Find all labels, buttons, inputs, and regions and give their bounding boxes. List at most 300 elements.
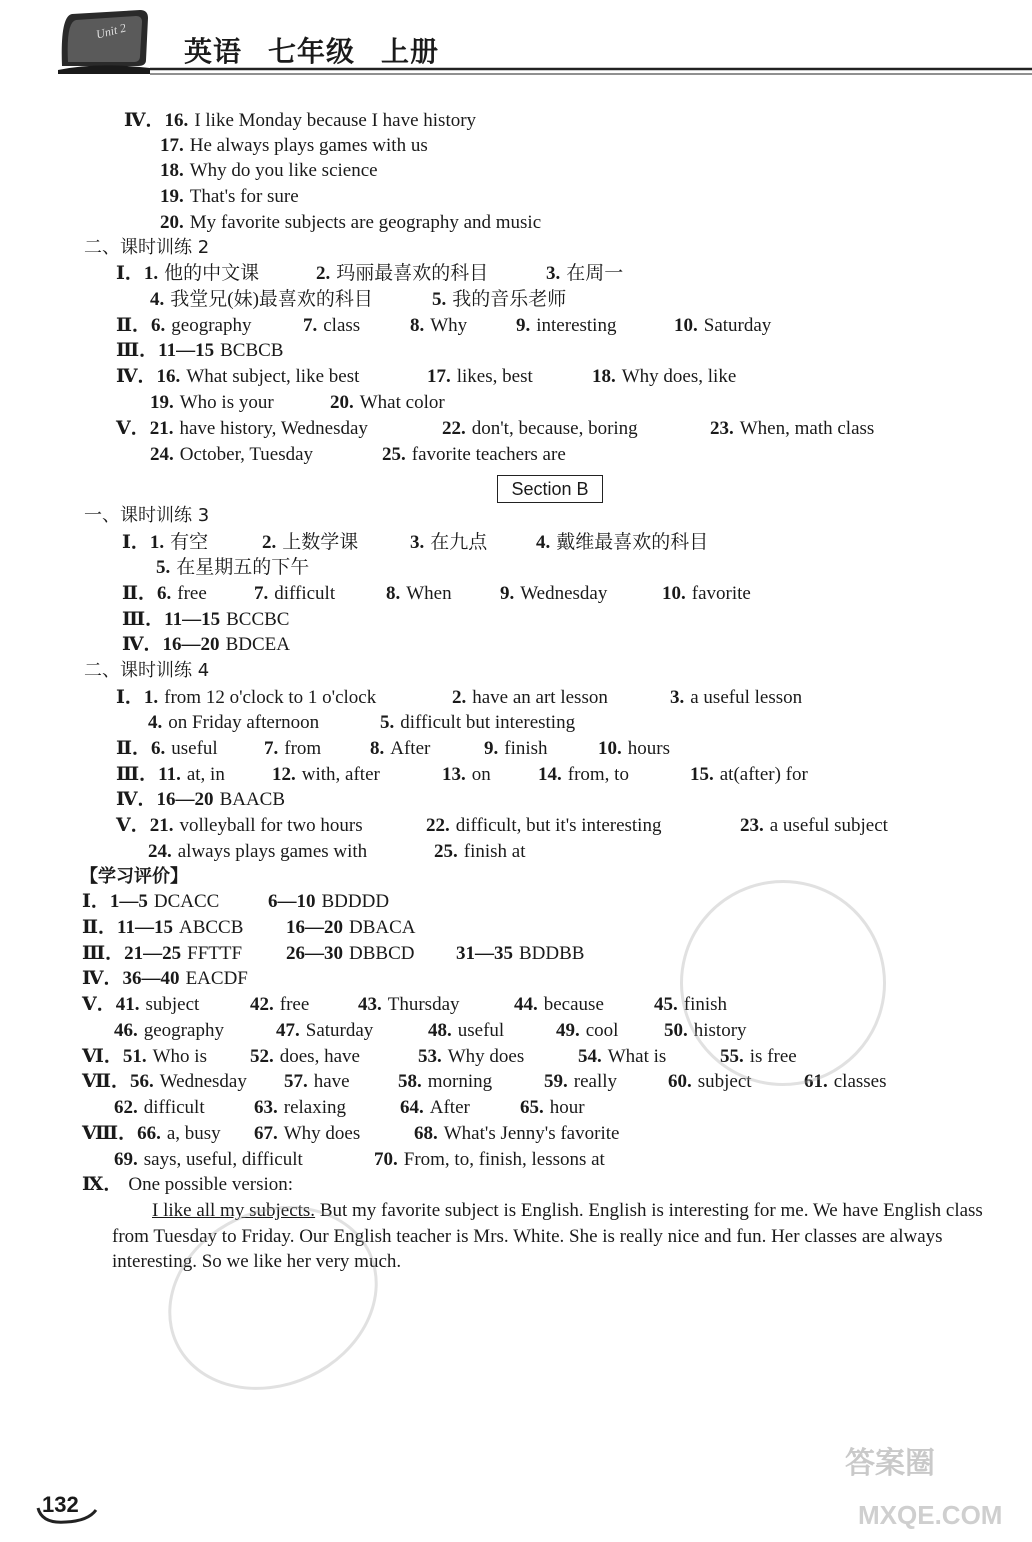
item-answer: from, to [567,764,629,785]
item-answer: at(after) for [719,764,808,785]
item-answer: DBBCD [349,943,415,964]
answer-item [286,916,416,940]
item-number: Ⅴ．21. [116,418,174,439]
title-grade: 七年级 [268,35,356,68]
answer-item [84,659,209,683]
essay-underlined: I like all my subjects. [152,1200,316,1221]
item-answer: cool [585,1020,619,1041]
item-answer: Saturday [305,1020,374,1041]
answer-item [116,314,251,338]
answer-item [82,1045,207,1069]
item-answer: Why does, like [621,366,737,387]
item-answer: 一、课时训练 3 [84,505,210,526]
item-answer: volleyball for two hours [179,815,363,836]
answer-item [150,391,274,415]
item-answer: DCACC [153,891,220,912]
item-number: 2. [452,687,467,708]
answer-item [148,840,367,864]
item-number: 10. [674,315,698,336]
item-answer: ABCCB [178,917,244,938]
item-number: 18. [160,160,184,181]
answer-item [116,763,225,787]
answer-item [514,993,604,1017]
item-answer: Why [430,315,468,336]
answer-item [254,582,335,606]
answer-item [122,531,208,555]
answer-item [484,737,548,761]
answer-item [268,890,389,914]
item-number: 20. [160,212,184,233]
item-answer: 戴维最喜欢的科目 [556,532,709,553]
item-number: 64. [400,1097,424,1118]
item-number: Ⅰ．1. [116,263,159,284]
item-answer: DBACA [349,917,416,938]
item-number: 69. [114,1149,138,1170]
item-number: 9. [500,583,515,604]
item-answer: What is [607,1046,667,1067]
answer-item [516,314,616,338]
item-number: Ⅳ．16. [124,110,189,131]
answer-item [434,840,526,864]
item-answer: What's Jenny's favorite [443,1123,620,1144]
item-answer: Why does [283,1123,361,1144]
item-number: 17. [160,135,184,156]
item-number: Ⅱ．11—15 [82,917,173,938]
item-answer: subject [145,994,200,1015]
item-number: Ⅰ．1. [116,687,159,708]
item-number: 13. [442,764,466,785]
item-answer: have history, Wednesday [179,418,368,439]
item-number: Ⅰ．1. [122,532,165,553]
item-answer: difficult, but it's interesting [455,815,662,836]
answer-item [84,504,209,528]
item-number: 14. [538,764,562,785]
answer-item [150,443,313,467]
item-number: Ⅵ．51. [82,1046,147,1067]
answer-item [286,942,414,966]
item-answer: does, have [279,1046,360,1067]
item-number: Ⅲ．21—25 [82,943,182,964]
answer-item [442,417,638,441]
item-answer: have an art lesson [472,687,608,708]
answer-item [544,1070,617,1094]
answer-item [116,262,259,286]
item-number: Ⅳ．16—20 [122,634,220,655]
item-number: 8. [370,738,385,759]
answer-item [160,134,428,158]
answer-item [592,365,736,389]
answer-item [380,711,575,735]
item-answer: a, busy [166,1123,221,1144]
answer-item [358,993,460,1017]
item-answer: free [279,994,310,1015]
answer-item [116,814,363,838]
answer-item [330,391,445,415]
answer-item [452,686,608,710]
answer-item [386,582,452,606]
answer-item [82,916,243,940]
item-number: 5. [156,557,171,578]
item-answer: Saturday [703,315,772,336]
item-answer: 二、课时训练 4 [84,660,210,681]
item-number: 26—30 [286,943,343,964]
item-answer: is free [749,1046,797,1067]
item-number: 9. [516,315,531,336]
item-number: 50. [664,1020,688,1041]
item-number: 4. [536,532,551,553]
item-answer: EACDF [185,968,248,989]
item-number: 8. [410,315,425,336]
item-answer: One possible version: [128,1174,294,1195]
item-number: 67. [254,1123,278,1144]
item-answer: I like Monday because I have history [194,110,477,131]
answer-item [114,1096,205,1120]
item-number: 57. [284,1071,308,1092]
item-answer: subject [697,1071,752,1092]
answer-item [284,1070,350,1094]
item-number: 53. [418,1046,442,1067]
answer-item [156,556,309,580]
answer-item [124,109,476,133]
answer-item [264,737,321,761]
item-answer: FFTTF [187,943,243,964]
item-answer: BDDBB [519,943,585,964]
answer-item [427,365,533,389]
item-number: 70. [374,1149,398,1170]
item-number: 6—10 [268,891,316,912]
answer-item [82,1070,247,1094]
item-answer: 二、课时训练 2 [84,237,210,258]
item-answer: 在星期五的下午 [176,557,310,578]
item-number: 31—35 [456,943,513,964]
item-answer: 上数学课 [282,532,359,553]
answer-item [428,1019,504,1043]
item-answer: at, in [186,764,225,785]
answer-item [442,763,491,787]
answer-item [670,686,802,710]
answer-item [82,1122,221,1146]
item-answer: Wednesday [159,1071,247,1092]
answer-item [578,1045,666,1069]
answer-item [418,1045,524,1069]
item-number: 16—20 [286,917,343,938]
answer-item [410,314,467,338]
item-answer: with, after [301,764,380,785]
item-number: 47. [276,1020,300,1041]
item-answer: a useful subject [769,815,888,836]
item-number: 4. [150,289,165,310]
item-number: 25. [382,444,406,465]
item-answer: BAACB [219,789,286,810]
answer-item [160,159,378,183]
answer-item [432,288,566,312]
item-number: 42. [250,994,274,1015]
item-number: 55. [720,1046,744,1067]
answer-item [84,236,209,260]
item-answer: 在周一 [566,263,624,284]
answer-item [303,314,360,338]
answer-item [370,737,430,761]
watermark-url: MXQE.COM [858,1500,1003,1530]
item-answer: on Friday afternoon [168,712,320,733]
item-answer: history [693,1020,747,1041]
answer-item [316,262,488,286]
answer-item [82,993,199,1017]
item-answer: geography [171,315,252,336]
item-answer: Why does [447,1046,525,1067]
answer-item [276,1019,373,1043]
answer-item [262,531,358,555]
item-answer: from [284,738,322,759]
answer-item [710,417,874,441]
answer-item [382,443,566,467]
answer-item [82,1173,293,1197]
answer-item [740,814,888,838]
item-number: 7. [254,583,269,604]
item-answer: free [177,583,207,604]
answer-item [398,1070,492,1094]
item-answer: BDDDD [321,891,390,912]
answer-item [160,185,299,209]
item-number: 2. [316,263,331,284]
item-answer: class [323,315,361,336]
item-number: 10. [662,583,686,604]
item-answer: favorite teachers are [411,444,566,465]
answer-item [538,763,629,787]
item-number: 24. [150,444,174,465]
item-answer: relaxing [283,1097,347,1118]
answer-item [114,1148,303,1172]
item-answer: interesting [536,315,617,336]
item-number: 65. [520,1097,544,1118]
essay-body: But my favorite subject is English. English is interesting for me. We have English class from Tuesday to Friday. Our English teacher is Mrs. White. She is really nice and fun. Her classes are always interesting. So we like her very much. [112,1200,983,1272]
section-label: Section B [497,475,603,503]
item-number: 60. [668,1071,692,1092]
item-number: 22. [426,815,450,836]
item-answer: always plays games with [177,841,368,862]
item-answer: BCCBC [226,609,290,630]
item-answer: What subject, like best [186,366,360,387]
watermark-text: 答案圈 [845,1447,935,1480]
item-answer: 【学习评价】 [80,866,188,887]
answer-item [536,531,708,555]
item-answer: because [543,994,604,1015]
answer-item [116,417,368,441]
answer-item [116,686,376,710]
item-answer: 我的音乐老师 [452,289,567,310]
item-number: 8. [386,583,401,604]
answer-item [82,890,219,914]
item-number: Ⅱ．6. [116,315,166,336]
item-number: 58. [398,1071,422,1092]
answer-item [546,262,623,286]
item-answer: useful [171,738,218,759]
item-number: 3. [670,687,685,708]
item-answer: don't, because, boring [471,418,638,439]
answer-item [598,737,670,761]
answer-item [150,288,373,312]
item-number: Ⅱ．6. [116,738,166,759]
item-number: Ⅴ．41. [82,994,140,1015]
item-number: Ⅷ．66. [82,1123,161,1144]
item-number: 7. [303,315,318,336]
item-number: 2. [262,532,277,553]
item-number: Ⅳ．16. [116,366,181,387]
item-answer: finish [504,738,548,759]
answer-item [160,211,541,235]
item-answer: Why do you like science [189,160,378,181]
item-number: 24. [148,841,172,862]
answer-item [82,967,248,991]
answer-item [148,711,319,735]
item-number: Ⅰ．1—5 [82,891,148,912]
item-answer: BDCEA [225,634,290,655]
item-answer: useful [457,1020,505,1041]
item-number: Ⅲ．11—15 [122,609,221,630]
item-answer: That's for sure [189,186,299,207]
answer-item [114,1019,224,1043]
answer-item [250,1045,360,1069]
item-number: Ⅸ． [82,1174,123,1195]
answer-item [254,1122,360,1146]
item-answer: After [429,1097,470,1118]
item-number: 18. [592,366,616,387]
item-answer: My favorite subjects are geography and music [189,212,542,233]
item-number: 20. [330,392,354,413]
item-answer: 有空 [170,532,209,553]
item-answer: a useful lesson [690,687,803,708]
answer-item [374,1148,605,1172]
answer-item [122,633,290,657]
item-answer: finish at [463,841,526,862]
item-number: 68. [414,1123,438,1144]
item-number: 63. [254,1097,278,1118]
item-number: 3. [410,532,425,553]
answer-item [556,1019,618,1043]
item-answer: really [573,1071,618,1092]
item-answer: Who is your [179,392,274,413]
answer-item [272,763,380,787]
item-answer: says, useful, difficult [143,1149,303,1170]
item-answer: From, to, finish, lessons at [403,1149,605,1170]
item-number: Ⅱ．6. [122,583,172,604]
answer-item [250,993,309,1017]
answer-item [414,1122,619,1146]
title-volume: 上册 [381,35,440,68]
item-number: 59. [544,1071,568,1092]
item-answer: 玛丽最喜欢的科目 [336,263,489,284]
item-answer: geography [143,1020,224,1041]
item-answer: When, math class [739,418,875,439]
item-number: 4. [148,712,163,733]
item-answer: Wednesday [520,583,608,604]
item-number: 48. [428,1020,452,1041]
item-answer: 他的中文课 [164,263,260,284]
item-answer: hours [627,738,670,759]
answer-item [122,582,207,606]
item-answer: October, Tuesday [179,444,314,465]
item-number: Ⅳ．36—40 [82,968,180,989]
item-number: 23. [710,418,734,439]
item-answer: difficult but interesting [400,712,576,733]
item-number: 61. [804,1071,828,1092]
answer-item [254,1096,346,1120]
item-number: 44. [514,994,538,1015]
item-answer: difficult [274,583,336,604]
item-number: Ⅴ．21. [116,815,174,836]
answer-item [662,582,751,606]
item-number: 45. [654,994,678,1015]
item-answer: hour [549,1097,585,1118]
answer-item [456,942,584,966]
title-subject: 英语 [184,35,243,68]
answer-item [520,1096,585,1120]
item-answer: After [390,738,431,759]
item-answer: likes, best [456,366,533,387]
answer-item [500,582,607,606]
item-answer: 我堂兄(妹)最喜欢的科目 [170,289,373,310]
item-answer: classes [833,1071,887,1092]
item-answer: morning [427,1071,493,1092]
answer-item [410,531,487,555]
item-number: 43. [358,994,382,1015]
item-answer: Thursday [387,994,460,1015]
item-number: 17. [427,366,451,387]
item-number: 5. [380,712,395,733]
item-answer: 在九点 [430,532,488,553]
item-number: 19. [150,392,174,413]
answer-item [122,608,289,632]
item-number: 12. [272,764,296,785]
item-answer: from 12 o'clock to 1 o'clock [164,687,377,708]
item-answer: He always plays games with us [189,135,428,156]
header-rule [150,64,1032,78]
item-number: 54. [578,1046,602,1067]
item-answer: finish [683,994,728,1015]
item-number: 9. [484,738,499,759]
item-answer: When [406,583,452,604]
item-number: 22. [442,418,466,439]
item-number: 52. [250,1046,274,1067]
item-number: 7. [264,738,279,759]
item-number: 10. [598,738,622,759]
answer-item [82,942,242,966]
item-answer: have [313,1071,350,1092]
answer-item [674,314,771,338]
answer-item [400,1096,470,1120]
item-number: 5. [432,289,447,310]
item-number: Ⅲ．11—15 [116,340,215,361]
unit-logo-text: Unit 2 [94,20,128,42]
item-answer: difficult [143,1097,205,1118]
item-number: 46. [114,1020,138,1041]
item-answer: Who is [152,1046,207,1067]
answer-item [116,339,283,363]
answer-item [116,788,285,812]
page-number: 132 [42,1492,79,1517]
item-answer: What color [359,392,445,413]
item-number: 15. [690,764,714,785]
item-number: 19. [160,186,184,207]
item-number: 23. [740,815,764,836]
item-answer: favorite [691,583,751,604]
answer-item [116,365,359,389]
item-answer: BCBCB [220,340,284,361]
item-number: 62. [114,1097,138,1118]
answer-item [116,737,218,761]
item-number: 49. [556,1020,580,1041]
item-number: Ⅲ．11. [116,764,181,785]
